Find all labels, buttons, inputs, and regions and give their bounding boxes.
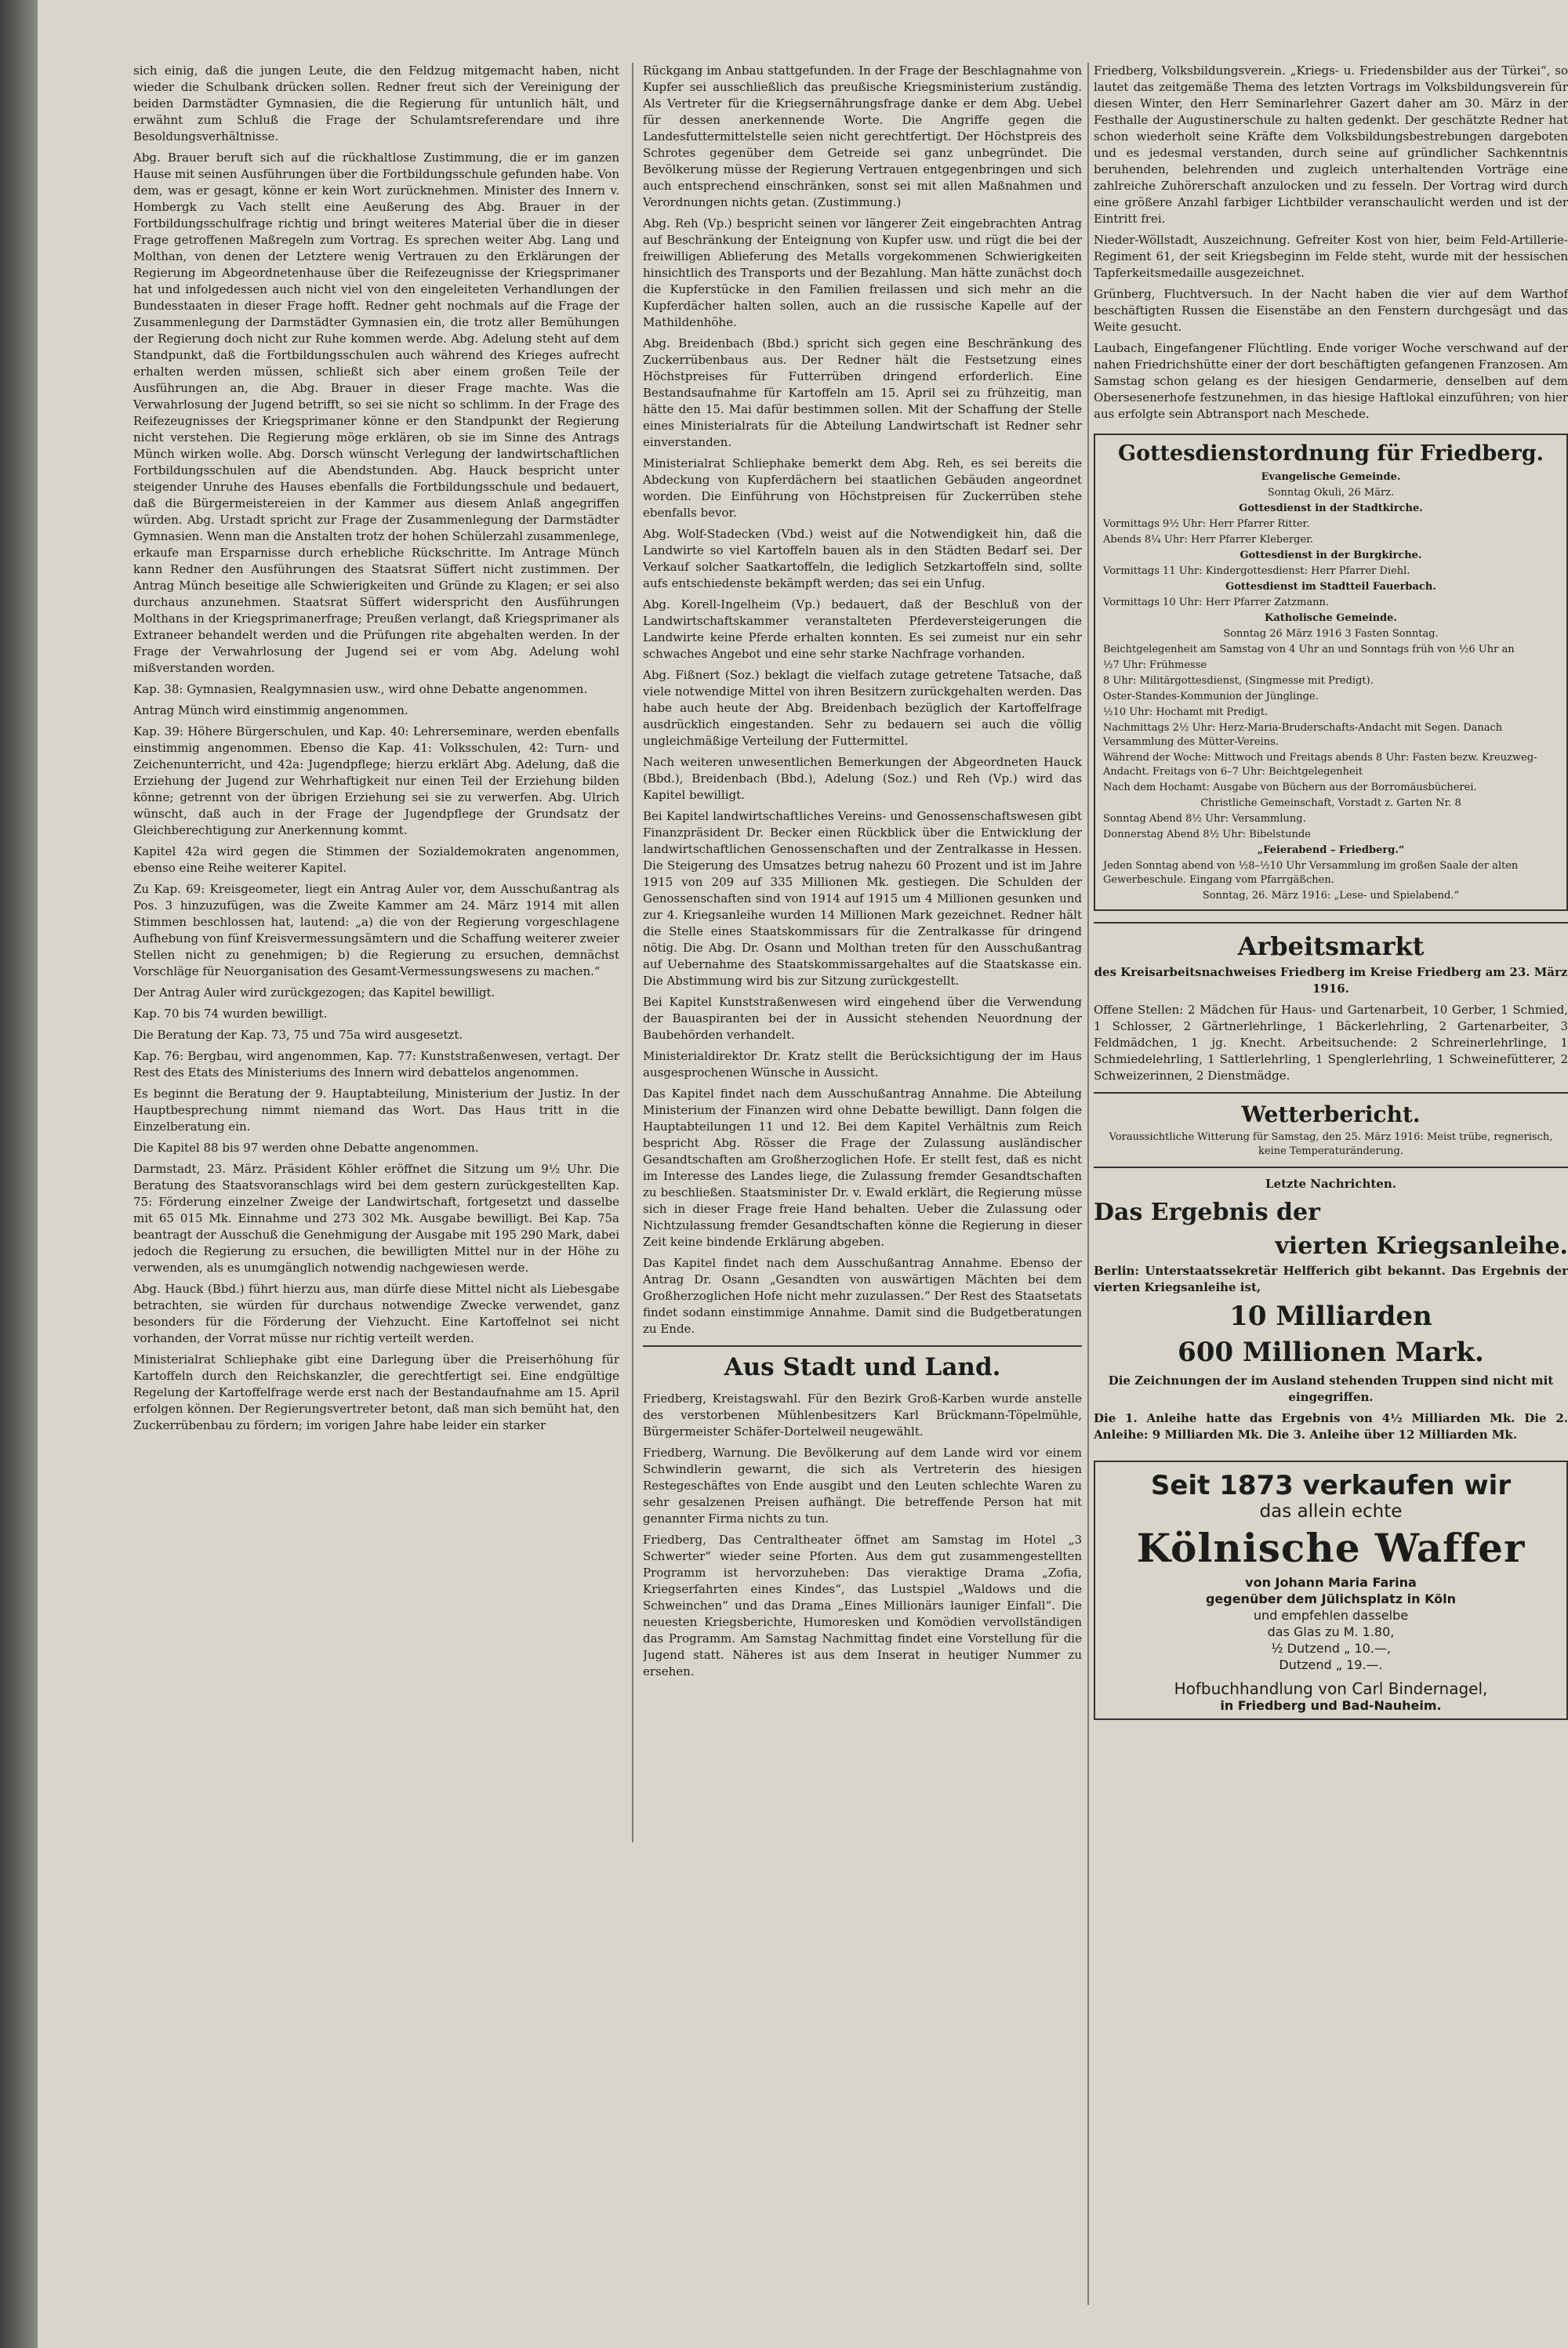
news-item: Grünberg, Fluchtversuch. In der Nacht haben die vier auf dem Warthof beschäftigten Russen die Eisenstäbe an den Fenstern durchgesägt und das Weite gesucht. [1094,287,1568,334]
ad-line-2: das allein echte [1259,1501,1403,1522]
gottesdienst-title: Gottesdienstordnung für Friedberg. [1118,441,1544,466]
gottesdienst-line: „Feierabend – Friedberg.“ [1257,844,1405,856]
gottesdienst-line: Während der Woche: Mittwoch und Freitags abends 8 Uhr: Fasten bezw. Kreuzweg-Andacht. Freitags von 6–7 Uhr: Beichtgelegenheit [1103,752,1537,778]
letzte-amount-2: 600 Millionen Mark. [1178,1337,1484,1368]
letzte-label: Letzte Nachrichten. [1265,1177,1396,1191]
news-item: Laubach, Eingefangener Flüchtling. Ende voriger Woche verschwand auf der nahen Friedrichshütte einer der dort beschäftigten gefangenen Franzosen. Am Samstag schon gelang es der hiesigen Gendarmerie, denselben auf dem Obersesenerhofe festzunehmen, in das hiesige Haftlokal einzuführen; von hier aus erfolgte sein Abtransport nach Meschede. [1094,341,1568,421]
gottesdienst-line: Sonntag 26 März 1916 3 Fasten Sonntag. [1223,628,1439,640]
paragraph: Bei Kapitel Kunststraßenwesen wird eingehend über die Verwendung der Bauaspiranten bei der in Aussicht stehenden Neuordnung der Baubehörden verhandelt. [643,995,1082,1042]
ad-address: gegenüber dem Jülichsplatz in Köln [1205,1591,1457,1606]
gottesdienst-line: Katholische Gemeinde. [1265,612,1397,624]
paragraph: Die Kapitel 88 bis 97 werden ohne Debatte angenommen. [133,1141,479,1155]
paragraph: Antrag Münch wird einstimmig angenommen. [133,703,408,717]
page-edge-shadow [0,0,38,2348]
column-parliament-report [133,63,619,1819]
ad-price-1: das Glas zu M. 1.80, [1267,1624,1395,1639]
gottesdienst-line: Gottesdienst in der Burgkirche. [1240,550,1422,561]
gottesdienst-line: Gottesdienst in der Stadtkirche. [1239,503,1423,514]
gottesdienst-line: ½10 Uhr: Hochamt mit Predigt. [1103,706,1269,718]
ad-brand: Kölnische Waffer [1136,1525,1526,1571]
paragraph: Darmstadt, 23. März. Präsident Köhler eröffnet die Sitzung um 9½ Uhr. Die Beratung des Staatsvoranschlags wird bei dem gestern zurückgestellten Kap. 75: Förderung einzelner Zweige der Landwirtschaft, fortgesetzt und dasselbe mit 65 015 Mk. Einnahme und 273 302 Mk. Ausgabe bewilligt. Bei Kap. 75a beantragt der Ausschuß die Genehmigung der Ausgabe mit 195 290 Mark, dabei jedoch die Regierung zu ersuchen, die bewilligten Mittel nur in der Höhe zu verwenden, als es unumgänglich notwendig nachgewiesen werde. [133,1162,619,1275]
wetter-title: Wetterbericht. [1241,1101,1421,1127]
column-rule-1 [632,63,633,1842]
gottesdienst-line: Sonntag Abend 8½ Uhr: Versammlung. [1103,813,1306,825]
ad-seller: Hofbuchhandlung von Carl Bindernagel, [1174,1679,1488,1698]
paragraph: Bei Kapitel landwirtschaftliches Vereins- und Genossenschaftswesen gibt Finanzpräsident Dr. Becker einen Rückblick über die Entwicklung der landwirtschaftlichen Genossenschaften und der Zentralkasse in Hessen. Die Steigerung des Umsatzes betrug nahezu 60 Prozent und ist im Jahre 1915 von 209 auf 335 Millionen Mk. gestiegen. Die Schulden der Genossenschaften sind von 1914 auf 1915 um 4 Millionen gesunken und zur 4. Kriegsanleihe wurden 14 Millionen Mark gezeichnet. Redner hält die Stelle eines Staatskommissars für die Zentralkasse für dringend nötig. Die Abg. Dr. Osann und Molthan treten für den Ausschußantrag auf Uebernahme des Staatskommissargehaltes auf die Staatskasse ein. Die Abstimmung wird bis zur Sitzung zurückgestellt. [643,809,1082,988]
gottesdienst-line: Donnerstag Abend 8½ Uhr: Bibelstunde [1103,829,1311,840]
divider [1094,1167,1568,1168]
paragraph: Abg. Brauer beruft sich auf die rückhaltlose Zustimmung, die er im ganzen Hause mit seinen Ausführungen über die Fortbildungsschule gefunden habe. Von dem, was er gesagt, könne er kein Wort zurücknehmen. Minister des Innern v. Hombergk zu Vach stellt eine Aeußerung des Abg. Brauer in der Fortbildungsschulfrage richtig und bringt weiteres Material über die in dieser Frage getroffenen Maßregeln zum Vortrag. Es sprechen weiter Abg. Lang und Molthan, von denen der Letztere wenig Vertrauen zu den Erklärungen der Regierung im Abgeordnetenhause über die Reifezeugnisse der Kriegsprimaner hat und infolgedessen auch nicht viel von den eingeleiteten Verhandlungen der Bundesstaaten in dieser Frage hofft. Redner geht nochmals auf die Frage der Zusammenlegung der Darmstädter Gymnasien ein, die trotz aller Bemühungen der Regierung doch nicht zur Ruhe kommen werde. Abg. Adelung steht auf dem Standpunkt, daß die Fortbildungsschulen auch während des Krieges aufrecht erhalten werden müssen, schließt sich aber einem großen Teile der Ausführungen an, die Abg. Brauer in dieser Frage machte. Was die Verwahrlosung der Jugend betrifft, so sei sie nicht so schlimm. In der Frage des Reifezeugnisses der Kriegsprimaner könne er den Standpunkt der Regierung nicht verstehen. Die Regierung möge erklären, ob sie im Sinne des Antrags Münch wirken wolle. Abg. Dorsch wünscht Verlegung der landwirtschaftlichen Fortbildungsschulen auf die Abendstunden. Abg. Hauck bespricht unter steigender Unruhe des Hauses ebenfalls die Fortbildungsschule und bedauert, daß die Bürgermeistereien in der Kammer aus diesem Anlaß angegriffen würden. Abg. Urstadt spricht zur Frage der Zusammenlegung der Darmstädter Gymnasien. Wenn man die Anstalten trotz der hohen Schülerzahl zusammenlege, erkaufe man Ersparnisse durch erhebliche Rückschritte. Im Antrage Münch kann Redner den Ausführungen des Staatsrat Süffert nicht zustimmen. Der Antrag Münch beseitige alle Schwierigkeiten und Gründe zu Klagen; er sei also durchaus anzunehmen. Staatsrat Süffert widerspricht den Ausführungen Molthans in der Kriegsprimanerfrage; Preußen verlangt, daß Kriegsprimaner als Extraneer behandelt werden und die Prüfungen rite abgehalten werden. In der Frage der Verwahrlosung der Jugend sei er vom Abg. Adelung wohl mißverstanden worden. [133,151,619,675]
paragraph: Zu Kap. 69: Kreisgeometer, liegt ein Antrag Auler vor, dem Ausschußantrag als Pos. 3 hinzuzufügen, was die Zweite Kammer am 24. März 1914 mit allen Stimmen beschlossen hat, lautend: „a) die von der Regierung vorgeschlagene Aufhebung von fünf Kreisvermessungsämtern und die Schaffung weiterer zweier Stellen nicht zu genehmigen; b) die Regierung zu ersuchen, demnächst Vorschläge für Neuorganisation des Gesamt-Vermessungswesens zu machen.“ [133,882,619,978]
letzte-headline-1: Das Ergebnis der [1094,1199,1320,1226]
paragraph: Nach weiteren unwesentlichen Bemerkungen der Abgeordneten Hauck (Bbd.), Breidenbach (Bbd.), Adelung (Soz.) und Reh (Vp.) wird das Kapitel bewilligt. [643,755,1082,802]
gottesdienst-line: Christliche Gemeinschaft, Vorstadt z. Garten Nr. 8 [1200,797,1461,809]
paragraph: Rückgang im Anbau stattgefunden. In der Frage der Beschlagnahme von Kupfer sei ausschließlich das preußische Kriegsministerium zuständig. Als Vertreter für die Kriegsernährungsfrage danke er dem Abg. Uebel für dessen anerkennende Worte. Die Angriffe gegen die Landesfuttermittelstelle seien nicht gerechtfertigt. Der Höchstpreis des Schrotes gegenüber dem Getreide sei ganz unbegründet. Die Bevölkerung müsse der Regierung Vertrauen entgegenbringen und sich auch entsprechend einschränken, sonst sei mit allen Maßnahmen und Verordnungen nichts getan. (Zustimmung.) [643,64,1082,209]
gottesdienst-lines [1103,470,1559,903]
paragraph: sich einig, daß die jungen Leute, die den Feldzug mitgemacht haben, nicht wieder die Schulbank drücken sollen. Redner freut sich der Vereinigung der beiden Darmstädter Gymnasien, die die Regierung für untunlich hält, und erwähnt zum Schluß die Frage der Schulamtsreferendare und ihre Besoldungsverhältnisse. [133,64,619,143]
farina-advertisement [1094,1461,1568,1720]
letzte-intro: Berlin: Unterstaatssekretär Helfferich gibt bekannt. Das Ergebnis der vierten Kriegsanleihe ist, [1094,1264,1568,1294]
ad-maker: von Johann Maria Farina [1245,1575,1417,1590]
gottesdienst-line: Sonntag Okuli, 26 März. [1267,487,1395,499]
paragraph: Die Beratung der Kap. 73, 75 und 75a wird ausgesetzt. [133,1028,463,1042]
gottesdienst-line: Jeden Sonntag abend von ½8–½10 Uhr Versammlung im großen Saale der alten Gewerbeschule. Eingang vom Pfarrgäßchen. [1103,860,1519,886]
ad-price-2: ½ Dutzend „ 10.—, [1271,1641,1391,1656]
paragraph: Ministerialrat Schliephake gibt eine Darlegung über die Preiserhöhung für Kartoffeln durch den Reichskanzler, die gerechtfertigt sei. Eine endgültige Regelung der Kartoffelfrage werde erst nach der Bestandaufnahme am 15. April erfolgen können. Der Regierungsvertreter betont, daß man sich bemüht hat, den Zuckerrübenbau zu fördern; im vorigen Jahre habe leider ein starker [133,1352,619,1432]
column-continuation-text [643,63,1082,1337]
column-local-news [1094,63,1568,2305]
paragraph: Abg. Hauck (Bbd.) führt hierzu aus, man dürfe diese Mittel nicht als Liebesgabe betrachten, sie würden für durchaus notwendige Zwecke verwendet, ganz besonders für die Förderung der Viehzucht. Eine Kartoffelnot sei nicht vorhanden, der Vorrat müsse nur richtig verteilt werden. [133,1282,619,1345]
local-news-items [1094,63,1568,423]
news-item: Friedberg, Warnung. Die Bevölkerung auf dem Lande wird vor einem Schwindlerin gewarnt, die sich als Vertreterin des hiesigen Restegeschäftes von Ende ausgibt und den Leuten schlechte Waren zu sehr gesalzenen Preisen aufhängt. Die betreffende Person hat mit genannter Firma nichts zu tun. [643,1446,1082,1526]
gottesdienst-line: Sonntag, 26. März 1916: „Lese- und Spielabend.“ [1202,890,1460,902]
gottesdienst-line: Nach dem Hochamt: Ausgabe von Büchern aus der Borromäusbücherei. [1103,782,1477,793]
letzte-amount-1: 10 Milliarden [1229,1301,1432,1332]
wetter-text: Voraussichtliche Witterung für Samstag, den 25. März 1916: Meist trübe, regnerisch, keine Temperaturänderung. [1109,1131,1553,1157]
paragraph: Kap. 38: Gymnasien, Realgymnasien usw., wird ohne Debatte angenommen. [133,682,588,696]
ad-recommend: und empfehlen dasselbe [1253,1608,1409,1623]
paragraph: Kap. 39: Höhere Bürgerschulen, und Kap. 40: Lehrerseminare, werden ebenfalls einstimmig angenommen. Ebenso die Kap. 41: Volksschulen, 42: Turn- und Zeichenunterricht, und 42a: Jugendpflege; hierzu erklärt Abg. Adelung, daß die Erziehung der Jugend zur Wehrhaftigkeit nur einen Teil der Erziehung bilden könne; getrennt von der übrigen Erziehung sei sie zu verwerfen. Abg. Ulrich wünscht, daß auch in der Frage der Jugendpflege der Grundsatz der Gleichberechtigung zur Anerkennung kommt. [133,724,619,837]
paragraph: Kap. 70 bis 74 wurden bewilligt. [133,1007,328,1021]
ad-price-3: Dutzend „ 19.—. [1279,1657,1383,1672]
stadt-land-items [643,1391,1082,1678]
gottesdienst-line: Vormittags 10 Uhr: Herr Pfarrer Zatzmann. [1103,597,1329,608]
gottesdienst-line: Vormittags 11 Uhr: Kindergottesdienst: Herr Pfarrer Diehl. [1103,565,1410,577]
paragraph: Abg. Korell-Ingelheim (Vp.) bedauert, daß der Beschluß von der Landwirtschaftskammer veranstalteten Pferdeversteigerungen die Landwirte keine Pferde erhalten konnten. Es sei zumeist nur ein sehr schwaches Angebot und eine sehr starke Nachfrage vorhanden. [643,597,1082,661]
arbeitsmarkt-title: Arbeitsmarkt [1237,931,1425,961]
letzte-compare: Die 1. Anleihe hatte das Ergebnis von 4½ Milliarden Mk. Die 2. Anleihe: 9 Milliarden Mk. Die 3. Anleihe über 12 Milliarden Mk. [1094,1411,1568,1442]
paragraph: Der Antrag Auler wird zurückgezogen; das Kapitel bewilligt. [133,985,495,1000]
gottesdienst-line: Evangelische Gemeinde. [1261,471,1401,483]
gottesdienst-line: Vormittags 9½ Uhr: Herr Pfarrer Ritter. [1103,518,1310,530]
ad-line-1: Seit 1873 verkaufen wir [1150,1470,1512,1501]
paragraph: Kapitel 42a wird gegen die Stimmen der Sozialdemokraten angenommen, ebenso eine Reihe weiterer Kapitel. [133,844,619,875]
arbeitsmarkt-subtitle: des Kreisarbeitsnachweises Friedberg im Kreise Friedberg am 23. März 1916. [1094,965,1568,996]
news-item: Friedberg, Das Centraltheater öffnet am Samstag im Hotel „3 Schwerter“ wieder seine Pforten. Aus dem gut zusammengestellten Programm ist hervorzuheben: Das vieraktige Drama „Zofia, Kriegserfahrten eines Kindes“, das Lustspiel „Waldows und die Schweinchen“ und das Drama „Eines Millionärs launiger Einfall“. Die neuesten Kriegsberichte, Humoresken und Komödien vervollständigen das Programm. Am Samstag Nachmittag findet eine Vorstellung für die Jugend statt. Näheres ist aus dem Inserat in heutiger Nummer zu ersehen. [643,1533,1082,1678]
ad-places: in Friedberg und Bad-Nauheim. [1220,1698,1442,1713]
paragraph: Abg. Reh (Vp.) bespricht seinen vor längerer Zeit eingebrachten Antrag auf Beschränkung der Enteignung von Kupfer usw. und rügt die bei der freiwilligen Ablieferung des Metalls vorgekommenen Schwierigkeiten hinsichtlich des Transports und der Bezahlung. Man hätte zunächst doch die Kupferstücke in den Familien freilassen und sich mehr an die Kupferdächer halten sollen, auch an die russische Kapelle auf der Mathildenhöhe. [643,216,1082,329]
letzte-note: Die Zeichnungen der im Ausland stehenden Truppen sind nicht mit eingegriffen. [1108,1374,1554,1404]
letzte-headline-2: vierten Kriegsanleihe. [1275,1232,1568,1260]
gottesdienst-line: Abends 8¼ Uhr: Herr Pfarrer Kleberger. [1103,534,1314,546]
news-item: Friedberg, Kreistagswahl. Für den Bezirk Groß-Karben wurde anstelle des verstorbenen Mühlenbesitzers Karl Brückmann-Töpelmühle, Bürgermeister Schäfer-Dortelweil neugewählt. [643,1392,1082,1439]
gottesdienst-line: Gottesdienst im Stadtteil Fauerbach. [1225,581,1436,593]
paragraph: Es beginnt die Beratung der 9. Hauptabteilung, Ministerium der Justiz. In der Hauptbesprechung nimmt niemand das Wort. Das Haus tritt in die Einzelberatung ein. [133,1087,619,1134]
paragraph: Abg. Wolf-Stadecken (Vbd.) weist auf die Notwendigkeit hin, daß die Landwirte so viel Kartoffeln bauen als in den Städten Bedarf sei. Der Verkauf solcher Saatkartoffeln, die lediglich Setzkartoffeln sind, sollte aufs entschiedenste bekämpft werden; das sei ein Unfug. [643,527,1082,590]
section-heading-stadt-land: Aus Stadt und Land. [643,1345,1082,1381]
paragraph: Kap. 76: Bergbau, wird angenommen, Kap. 77: Kunststraßenwesen, vertagt. Der Rest des Etats des Ministeriums des Innern wird debattelos angenommen. [133,1049,619,1080]
gottesdienst-line: Nachmittags 2½ Uhr: Herz-Maria-Bruderschafts-Andacht mit Segen. Danach Versammlung des Mütter-Vereins. [1103,722,1503,748]
paragraph: Das Kapitel findet nach dem Ausschußantrag Annahme. Die Abteilung Ministerium der Finanzen wird ohne Debatte bewilligt. Dann folgen die Hauptabteilungen 11 und 12. Bei dem Kapitel Verhältnis zum Reich bespricht Abg. Rösser die Frage der Zulassung ausländischer Gesandtschaften am Großherzoglichen Hofe. Er stellt fest, daß es nicht im Interesse des Landes liege, die Zulassung fremder Gesandtschaften zu beschließen. Staatsminister Dr. v. Ewald erklärt, die Regierung müsse sich in dieser Frage freie Hand behalten. Ueber die Zulassung oder Nichtzulassung fremder Gesandtschaften könne die Regierung in dieser Zeit keine bindende Erklärung abgeben. [643,1087,1082,1249]
gottesdienst-line: Oster-Standes-Kommunion der Jünglinge. [1103,691,1319,702]
gottesdienst-line: 8 Uhr: Militärgottesdienst, (Singmesse mit Predigt). [1103,675,1374,687]
gottesdienst-line: Beichtgelegenheit am Samstag von 4 Uhr an und Sonntags früh von ½6 Uhr an [1103,644,1515,655]
divider [1094,1092,1568,1094]
divider [1094,922,1568,924]
column-rule-2 [1087,63,1089,2305]
paragraph: Ministerialdirektor Dr. Kratz stellt die Berücksichtigung der im Haus ausgesprochenen Wünsche in Aussicht. [643,1049,1082,1080]
arbeitsmarkt-text: Offene Stellen: 2 Mädchen für Haus- und Gartenarbeit, 10 Gerber, 1 Schmied, 1 Schlosser, 2 Gärtnerlehrlinge, 1 Bäckerlehrling, 2 Gartenarbeiter, 3 Feldmädchen, 1 jg. Knecht. Arbeitsuchende: 2 Schreinerlehrlinge, 1 Schmiedelehrling, 1 Sattlerlehrling, 1 Spenglerlehrling, 1 Schweinefütterer, 2 Schweizerinnen, 2 Dienstmädge. [1094,1003,1568,1083]
paragraph: Abg. Fißnert (Soz.) beklagt die vielfach zutage getretene Tatsache, daß viele notwendige Mittel von ihren Besitzern zurückgehalten werden. Das habe auch heute der Abg. Breidenbach bezüglich der Kartoffelfrage ausdrücklich eingestanden. Sehr zu bedauern sei auch die völlig ungleichmäßige Verteilung der Futtermittel. [643,668,1082,748]
gottesdienst-line: ½7 Uhr: Frühmesse [1103,659,1207,671]
paragraph: Abg. Breidenbach (Bbd.) spricht sich gegen eine Beschränkung des Zuckerrübenbaus aus. Der Redner hält die Festsetzung eines Höchstpreises für Futterrüben dringend erforderlich. Eine Bestandsaufnahme für Kartoffeln am 15. April sei zu frühzeitig, man hätte den 15. Mai dafür bestimmen sollen. Mit der Schaffung der Stelle eines Ministerialrats für die Abteilung Landwirtschaft ist Redner sehr einverstanden. [643,336,1082,449]
news-item: Nieder-Wöllstadt, Auszeichnung. Gefreiter Kost von hier, beim Feld-Artillerie-Regiment 61, der seit Kriegsbeginn im Felde steht, wurde mit der hessischen Tapferkeitsmedaille ausgezeichnet. [1094,233,1568,280]
paragraph: Ministerialrat Schliephake bemerkt dem Abg. Reh, es sei bereits die Abdeckung von Kupferdächern bei staatlichen Gebäuden angeordnet worden. Die Einführung von Höchstpreisen für Zuckerrüben stehe ebenfalls bevor. [643,456,1082,520]
paragraph: Das Kapitel findet nach dem Ausschußantrag Annahme. Ebenso der Antrag Dr. Osann „Gesandten von auswärtigen Mächten bei dem Großherzoglichen Hofe nicht mehr zuzulassen.“ Der Rest des Staatsetats findet sodann einstimmige Annahme. Damit sind die Budgetberatungen zu Ende. [643,1256,1082,1336]
gottesdienst-box [1094,434,1568,911]
column-continuation [643,63,1082,1678]
news-item: Friedberg, Volksbildungsverein. „Kriegs- u. Friedensbilder aus der Türkei“, so lautet das zeitgemäße Thema des letzten Vortrags im Volksbildungsverein für diesen Winter, den Herr Seminarlehrer Gazert daher am 30. März in der Festhalle der Augustinerschule zu halten gedenkt. Der geschätzte Redner hat schon wiederholt seine Kräfte dem Volksbildungsbestrebungen dargeboten und es jedesmal verstanden, durch seine auf gründlicher Sachkenntnis beruhenden, belehrenden und zugleich unterhaltenden Vorträge eine zahlreiche Zuhörerschaft anzulocken und zu fesseln. Der Vortrag wird durch eine größere Anzahl farbiger Lichtbilder veranschaulicht werden und ist der Eintritt frei. [1094,64,1568,226]
